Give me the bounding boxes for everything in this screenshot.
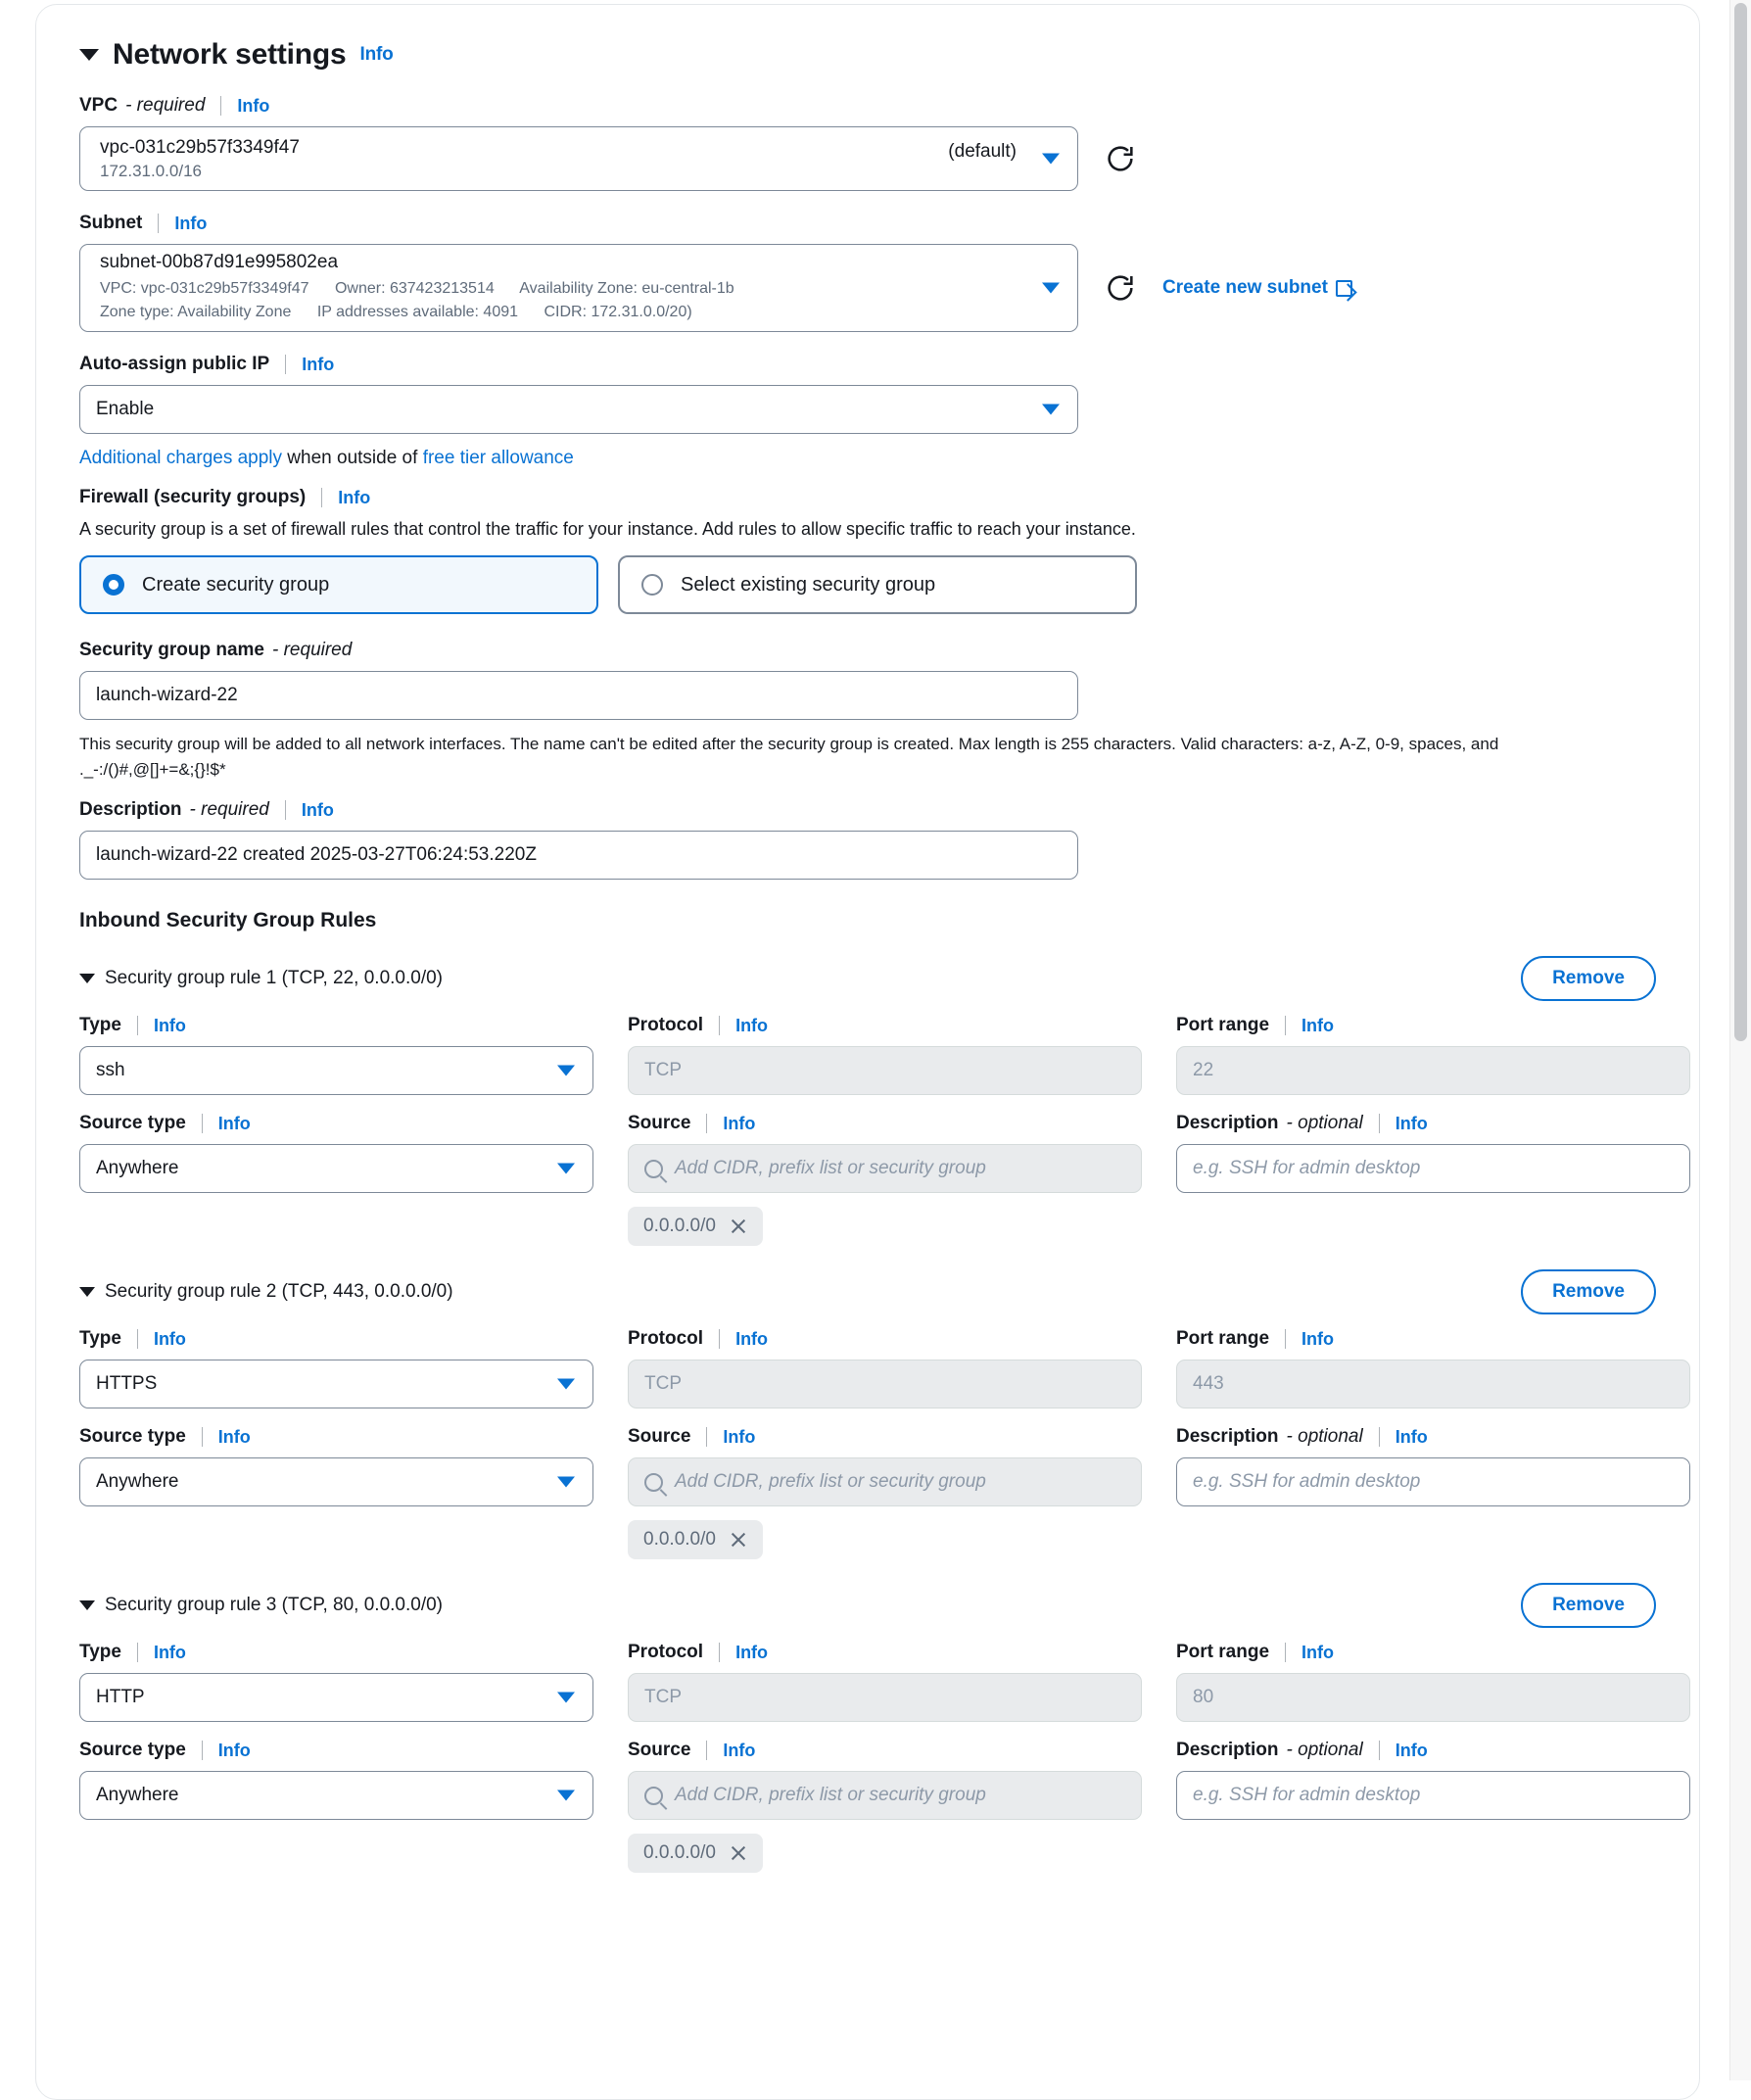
auto-assign-note-mid: when outside of	[282, 448, 423, 468]
rule-3-type-info-link[interactable]: Info	[153, 1642, 186, 1662]
divider	[202, 1427, 203, 1447]
radio-icon	[103, 574, 124, 596]
label-text: Description	[1176, 1426, 1279, 1448]
subnet-meta-vpc: VPC: vpc-031c29b57f3349f47	[100, 280, 309, 297]
subnet-meta-owner: Owner: 637423213514	[334, 280, 495, 297]
divider	[1379, 1741, 1380, 1760]
rule-1-type-value: ssh	[96, 1060, 125, 1081]
label-text: Protocol	[628, 1328, 704, 1350]
chevron-down-icon[interactable]	[557, 1164, 575, 1174]
subnet-select[interactable]	[79, 244, 1078, 332]
divider	[202, 1741, 203, 1760]
inbound-rules-title: Inbound Security Group Rules	[79, 909, 377, 932]
label-text: Type	[79, 1642, 121, 1663]
rule-1-row-1	[79, 1015, 1656, 1095]
rule-1-protocol-info-link[interactable]: Info	[735, 1015, 769, 1035]
optional-text: - optional	[1286, 1426, 1363, 1448]
divider	[719, 1329, 720, 1349]
rule-2-source-token-label: 0.0.0.0/0	[643, 1529, 716, 1551]
rule-2-remove-button[interactable]: Remove	[1521, 1269, 1656, 1314]
chevron-down-icon[interactable]	[557, 1066, 575, 1076]
rule-3-type-value: HTTP	[96, 1687, 145, 1708]
create-new-subnet-link[interactable]	[1162, 277, 1352, 299]
divider	[719, 1643, 720, 1662]
rule-2-protocol-input	[628, 1360, 1142, 1408]
rule-3-source-token-label: 0.0.0.0/0	[643, 1842, 716, 1864]
radio-create-security-group-label: Create security group	[142, 573, 330, 596]
divider	[137, 1329, 138, 1349]
auto-assign-note	[79, 448, 1656, 469]
additional-charges-link[interactable]: Additional charges apply	[79, 448, 283, 468]
chevron-down-icon[interactable]	[1042, 283, 1060, 294]
rule-2-port-label	[1176, 1328, 1666, 1350]
rule-3-source-input[interactable]	[628, 1771, 1142, 1820]
rule-3-source-token	[628, 1834, 763, 1873]
label-text: Source type	[79, 1113, 186, 1134]
chevron-down-icon[interactable]	[557, 1477, 575, 1488]
rule-2-description-label	[1176, 1426, 1666, 1448]
rule-1-description-label	[1176, 1113, 1666, 1134]
rule-1-port-value: 22	[1193, 1060, 1214, 1081]
rule-2-source-placeholder: Add CIDR, prefix list or security group	[675, 1471, 986, 1493]
sg-name-label	[79, 640, 1656, 661]
rule-2-protocol-label	[628, 1328, 1147, 1350]
subnet-info-link[interactable]: Info	[174, 213, 208, 233]
rule-2-header	[79, 1269, 1656, 1314]
divider	[1285, 1643, 1286, 1662]
vpc-value: vpc-031c29b57f3349f47	[100, 136, 300, 158]
rule-2-port-input	[1176, 1360, 1690, 1408]
sg-description-label	[79, 799, 1656, 821]
rule-2-type-select[interactable]	[79, 1360, 593, 1408]
label-text: Port range	[1176, 1642, 1270, 1663]
page-scrollbar[interactable]	[1729, 0, 1751, 2080]
rule-1-title: Security group rule 1 (TCP, 22, 0.0.0.0/0)	[105, 968, 443, 989]
subnet-meta-az: Availability Zone: eu-central-1b	[519, 280, 734, 297]
rule-2-description-info-link[interactable]: Info	[1395, 1426, 1428, 1447]
rule-2-port-info-link[interactable]: Info	[1301, 1328, 1335, 1349]
sg-description-required-text: - required	[189, 799, 269, 821]
rule-2-type-value: HTTPS	[96, 1373, 158, 1395]
close-icon[interactable]	[730, 1217, 747, 1235]
rule-3-type-label	[79, 1642, 598, 1663]
label-text: Protocol	[628, 1015, 704, 1036]
collapse-caret-icon[interactable]	[79, 49, 99, 61]
rule-1-source-info-link[interactable]: Info	[723, 1113, 756, 1133]
rule-3-protocol-input	[628, 1673, 1142, 1722]
rule-1-protocol-input	[628, 1046, 1142, 1095]
label-text: Source	[628, 1740, 691, 1761]
label-text: Source type	[79, 1740, 186, 1761]
rule-3-source-type-select[interactable]	[79, 1771, 593, 1820]
firewall-description: A security group is a set of firewall rules that control the traffic for your instance. Add rules to allow specific traffic to reach your instance.	[79, 519, 1136, 539]
rule-1-source-input[interactable]	[628, 1144, 1142, 1193]
rule-1-type-label	[79, 1015, 598, 1036]
subnet-meta-ips: IP addresses available: 4091	[316, 304, 519, 320]
free-tier-link[interactable]: free tier allowance	[422, 448, 574, 468]
optional-text: - optional	[1286, 1740, 1363, 1761]
sg-name-note: This security group will be added to all network interfaces. The name can't be edited after the security group is created. Max length is 255 characters. Valid characters: a-z, A-Z, 0-9, spaces, and ._-:/()#,@[]+=&;{}!$*	[79, 735, 1499, 779]
rule-3-source-type-info-link[interactable]: Info	[217, 1740, 251, 1760]
rule-3-protocol-label	[628, 1642, 1147, 1663]
radio-icon	[641, 574, 663, 596]
search-icon	[644, 1787, 663, 1805]
security-group-rule-3	[79, 1583, 1656, 1873]
subnet-value: subnet-00b87d91e995802ea	[100, 252, 339, 272]
subnet-label-text: Subnet	[79, 213, 143, 233]
firewall-info-link[interactable]: Info	[338, 487, 371, 507]
rule-1-source-placeholder: Add CIDR, prefix list or security group	[675, 1158, 986, 1179]
rule-2-source-type-select[interactable]	[79, 1457, 593, 1506]
rule-3-protocol-info-link[interactable]: Info	[735, 1642, 769, 1662]
rule-3-source-label	[628, 1740, 1147, 1761]
rule-3-row-2	[79, 1740, 1656, 1873]
divider	[706, 1114, 707, 1133]
rule-1-source-label	[628, 1113, 1147, 1134]
divider	[1379, 1427, 1380, 1447]
rule-1-source-type-label	[79, 1113, 598, 1134]
rule-3-description-input[interactable]	[1176, 1771, 1690, 1820]
rule-1-port-input	[1176, 1046, 1690, 1095]
security-group-rule-1	[79, 956, 1656, 1246]
chevron-down-icon[interactable]	[1042, 405, 1060, 415]
divider	[137, 1643, 138, 1662]
rule-1-source-type-select[interactable]	[79, 1144, 593, 1193]
page-title: Network settings	[113, 38, 347, 71]
rule-2-protocol-value: TCP	[644, 1373, 682, 1395]
rule-2-source-label	[628, 1426, 1147, 1448]
close-icon[interactable]	[730, 1844, 747, 1862]
label-text: Description	[1176, 1113, 1279, 1134]
close-icon[interactable]	[730, 1531, 747, 1549]
rule-3-source-info-link[interactable]: Info	[723, 1740, 756, 1760]
rule-1-collapse-caret-icon[interactable]	[79, 974, 95, 983]
scrollbar-thumb[interactable]	[1734, 3, 1747, 1041]
label-text: Protocol	[628, 1642, 704, 1663]
firewall-label-text: Firewall (security groups)	[79, 487, 307, 507]
rule-1-header	[79, 956, 1656, 1001]
optional-text: - optional	[1286, 1113, 1363, 1134]
rule-2-description-placeholder: e.g. SSH for admin desktop	[1193, 1471, 1421, 1493]
divider	[719, 1016, 720, 1035]
rule-1-source-type-info-link[interactable]: Info	[217, 1113, 251, 1133]
rule-3-port-value: 80	[1193, 1687, 1214, 1708]
rule-2-type-info-link[interactable]: Info	[153, 1328, 186, 1349]
divider	[706, 1427, 707, 1447]
subnet-meta-zonetype: Zone type: Availability Zone	[100, 304, 292, 320]
divider	[321, 488, 322, 507]
vpc-required-text: - required	[125, 95, 206, 116]
firewall-radio-group	[79, 555, 1656, 614]
divider	[158, 214, 159, 233]
rule-1-description-placeholder: e.g. SSH for admin desktop	[1193, 1158, 1421, 1179]
sg-description-input[interactable]	[79, 831, 1078, 880]
divider	[285, 800, 286, 820]
vpc-select[interactable]	[79, 126, 1078, 191]
rule-2-source-input[interactable]	[628, 1457, 1142, 1506]
chevron-down-icon[interactable]	[557, 1693, 575, 1703]
create-new-subnet-label: Create new subnet	[1162, 277, 1328, 298]
subnet-label	[79, 213, 1656, 234]
divider	[1285, 1016, 1286, 1035]
rule-3-description-label	[1176, 1740, 1666, 1761]
rule-3-type-select[interactable]	[79, 1673, 593, 1722]
rule-1-description-info-link[interactable]: Info	[1395, 1113, 1428, 1133]
vpc-default-tag: (default)	[948, 141, 1017, 162]
subnet-meta	[100, 277, 756, 324]
rule-1-row-2	[79, 1113, 1656, 1246]
rule-3-port-input	[1176, 1673, 1690, 1722]
rule-3-source-type-label	[79, 1740, 598, 1761]
rule-2-source-type-value: Anywhere	[96, 1471, 179, 1493]
rule-3-collapse-caret-icon[interactable]	[79, 1600, 95, 1610]
rule-3-source-placeholder: Add CIDR, prefix list or security group	[675, 1785, 986, 1806]
divider	[137, 1016, 138, 1035]
rule-2-title: Security group rule 2 (TCP, 443, 0.0.0.0/0)	[105, 1281, 453, 1303]
search-icon	[644, 1160, 663, 1178]
rule-1-source-token-label: 0.0.0.0/0	[643, 1216, 716, 1237]
search-icon	[644, 1473, 663, 1492]
rule-2-protocol-info-link[interactable]: Info	[735, 1328, 769, 1349]
divider	[202, 1114, 203, 1133]
vpc-refresh-icon[interactable]	[1104, 142, 1137, 175]
rule-2-source-type-label	[79, 1426, 598, 1448]
rule-1-remove-button[interactable]: Remove	[1521, 956, 1656, 1001]
radio-create-security-group[interactable]	[79, 555, 598, 614]
rule-3-title: Security group rule 3 (TCP, 80, 0.0.0.0/0)	[105, 1595, 443, 1616]
rule-1-port-label	[1176, 1015, 1666, 1036]
label-text: Port range	[1176, 1328, 1270, 1350]
section-header	[79, 38, 1656, 72]
auto-assign-label	[79, 354, 1656, 375]
label-text: Type	[79, 1015, 121, 1036]
subnet-meta-cidr: CIDR: 172.31.0.0/20)	[544, 304, 692, 320]
divider	[706, 1741, 707, 1760]
rule-1-source-token	[628, 1207, 763, 1246]
rule-3-remove-button[interactable]: Remove	[1521, 1583, 1656, 1628]
rule-2-row-2	[79, 1426, 1656, 1559]
vpc-info-link[interactable]: Info	[237, 95, 270, 116]
rule-1-port-info-link[interactable]: Info	[1301, 1015, 1335, 1035]
network-settings-panel	[35, 4, 1700, 2100]
sg-name-value: launch-wizard-22	[96, 685, 238, 706]
label-text: Source	[628, 1113, 691, 1134]
rule-2-source-info-link[interactable]: Info	[723, 1426, 756, 1447]
sg-description-value: launch-wizard-22 created 2025-03-27T06:24:53.220Z	[96, 844, 537, 866]
chevron-down-icon[interactable]	[557, 1379, 575, 1390]
rule-3-port-label	[1176, 1642, 1666, 1663]
rule-2-type-label	[79, 1328, 598, 1350]
auto-assign-select[interactable]	[79, 385, 1078, 434]
rule-3-description-info-link[interactable]: Info	[1395, 1740, 1428, 1760]
rule-3-description-placeholder: e.g. SSH for admin desktop	[1193, 1785, 1421, 1806]
vpc-cidr: 172.31.0.0/16	[100, 161, 202, 180]
auto-assign-label-text: Auto-assign public IP	[79, 354, 270, 374]
chevron-down-icon[interactable]	[1042, 154, 1060, 165]
sg-name-required-text: - required	[272, 640, 353, 661]
label-text: Source	[628, 1426, 691, 1448]
sg-name-input[interactable]	[79, 671, 1078, 720]
rule-1-type-select[interactable]	[79, 1046, 593, 1095]
radio-select-existing-security-group[interactable]	[618, 555, 1137, 614]
vpc-label	[79, 95, 1656, 117]
chevron-down-icon[interactable]	[557, 1790, 575, 1801]
rule-3-protocol-value: TCP	[644, 1687, 682, 1708]
rule-3-port-info-link[interactable]: Info	[1301, 1642, 1335, 1662]
rule-3-row-1	[79, 1642, 1656, 1722]
rule-2-source-token	[628, 1520, 763, 1559]
divider	[285, 355, 286, 374]
rule-3-header	[79, 1583, 1656, 1628]
label-text: Description	[1176, 1740, 1279, 1761]
rule-1-description-input[interactable]	[1176, 1144, 1690, 1193]
rule-2-row-1	[79, 1328, 1656, 1408]
rule-1-protocol-value: TCP	[644, 1060, 682, 1081]
divider	[220, 96, 221, 116]
section-info-link[interactable]: Info	[359, 44, 394, 65]
external-link-icon	[1336, 280, 1352, 297]
rule-1-type-info-link[interactable]: Info	[153, 1015, 186, 1035]
sg-name-label-text: Security group name	[79, 640, 264, 661]
rule-2-description-input[interactable]	[1176, 1457, 1690, 1506]
subnet-refresh-icon[interactable]	[1104, 271, 1137, 305]
firewall-label	[79, 487, 1656, 508]
rule-3-source-type-value: Anywhere	[96, 1785, 179, 1806]
vpc-label-text: VPC	[79, 95, 118, 116]
label-text: Source type	[79, 1426, 186, 1448]
rule-2-collapse-caret-icon[interactable]	[79, 1287, 95, 1297]
divider	[1379, 1114, 1380, 1133]
auto-assign-value: Enable	[96, 399, 155, 419]
rule-2-port-value: 443	[1193, 1373, 1224, 1395]
label-text: Type	[79, 1328, 121, 1350]
security-group-rule-2	[79, 1269, 1656, 1559]
rule-1-protocol-label	[628, 1015, 1147, 1036]
divider	[1285, 1329, 1286, 1349]
sg-description-info-link[interactable]: Info	[301, 799, 334, 820]
rule-1-source-type-value: Anywhere	[96, 1158, 179, 1179]
rule-2-source-type-info-link[interactable]: Info	[217, 1426, 251, 1447]
label-text: Port range	[1176, 1015, 1270, 1036]
radio-select-existing-security-group-label: Select existing security group	[681, 573, 936, 596]
auto-assign-info-link[interactable]: Info	[302, 354, 335, 374]
sg-description-label-text: Description	[79, 799, 182, 821]
